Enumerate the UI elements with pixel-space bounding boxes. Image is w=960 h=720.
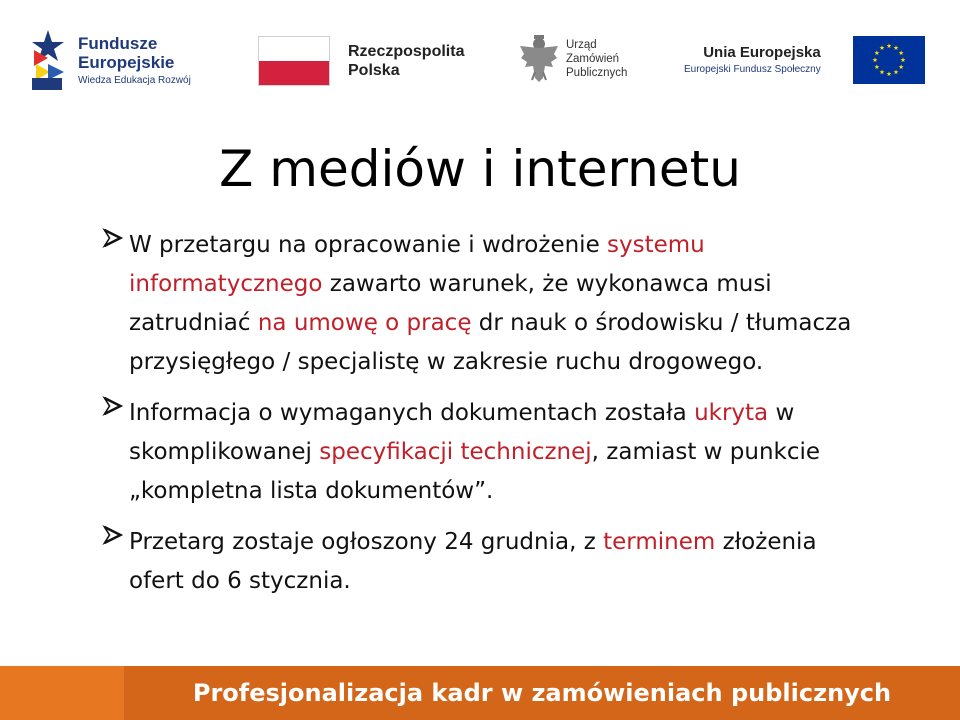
uzp-line2: Zamówień xyxy=(566,53,620,65)
eagle-emblem-icon xyxy=(518,34,560,84)
bullet-highlight: terminem xyxy=(603,529,716,555)
bullet-text xyxy=(129,226,876,382)
ue-line2: Europejski Fundusz Społeczny xyxy=(684,64,821,75)
bullet-highlight: ukryta xyxy=(694,400,769,426)
bullet-list xyxy=(96,226,876,613)
ue-line1: Unia Europejska xyxy=(703,44,821,61)
polish-flag-icon xyxy=(258,36,330,86)
uzp-line1: Urząd xyxy=(566,39,597,51)
footer-band xyxy=(124,666,960,720)
footer-text: Profesjonalizacja kadr w zamówieniach publicznych xyxy=(192,679,892,707)
bullet-segment: w skomplikowanej xyxy=(129,400,795,465)
footer-bar xyxy=(0,666,960,720)
bullet-segment: , zamiast w punkcie „kompletna lista dokumentów”. xyxy=(129,439,821,504)
uzp-logo xyxy=(518,34,627,84)
arrow-bullet-icon xyxy=(96,394,129,416)
bullet-segment: złożenia ofert do 6 stycznia. xyxy=(129,529,817,594)
bullet-segment: Przetarg zostaje ogłoszony 24 grudnia, z xyxy=(129,529,604,555)
slide-title: Z mediów i internetu xyxy=(219,140,741,198)
fundusze-line2: Europejskie xyxy=(78,53,175,72)
fundusze-star-icon xyxy=(28,28,68,92)
bullet-item xyxy=(96,394,876,511)
uzp-line3: Publicznych xyxy=(566,67,628,79)
eu-flag-icon xyxy=(853,36,925,84)
arrow-bullet-icon xyxy=(96,226,129,248)
arrow-bullet-icon xyxy=(96,523,129,545)
bullet-highlight: systemu informatycznego xyxy=(129,232,705,297)
unia-europejska-text xyxy=(684,44,821,75)
bullet-item xyxy=(96,523,876,601)
rzeczpospolita-logo xyxy=(258,36,464,86)
fundusze-europejskie-logo xyxy=(28,28,191,92)
fundusze-line1: Fundusze xyxy=(78,34,158,53)
fundusze-line3: Wiedza Edukacja Rozwój xyxy=(78,75,191,86)
bullet-item xyxy=(96,226,876,382)
bullet-highlight: specyfikacji technicznej xyxy=(319,439,592,465)
bullet-segment: Informacja o wymaganych dokumentach została xyxy=(129,400,695,426)
bullet-text xyxy=(129,523,876,601)
bullet-text xyxy=(129,394,876,511)
bullet-segment: zawarto warunek, że wykonawca musi zatrudniać xyxy=(129,271,772,336)
bullet-highlight: na umowę o pracę xyxy=(257,310,472,336)
rzeczpospolita-line1: Rzeczpospolita xyxy=(348,43,465,60)
logo-bar xyxy=(0,0,960,110)
bullet-segment: W przetargu na opracowanie i wdrożenie xyxy=(129,232,608,258)
bullet-segment: dr nauk o środowisku / tłumacza przysięgłego / specjalistę w zakresie ruchu drogowego. xyxy=(129,310,852,375)
rzeczpospolita-line2: Polska xyxy=(348,62,400,79)
